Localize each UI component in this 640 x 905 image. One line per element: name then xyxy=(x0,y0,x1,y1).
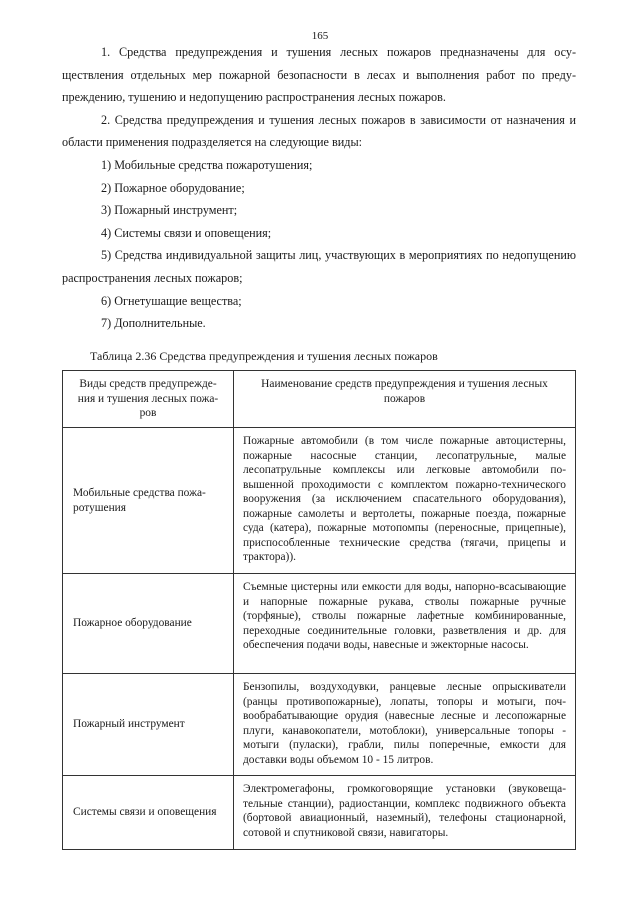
page-number: 165 xyxy=(311,30,329,42)
table-cell-kind xyxy=(63,776,234,850)
fire-means-table xyxy=(62,370,576,850)
table-row xyxy=(63,776,576,850)
paragraph: 1. Средства предупреждения и тушения лесных пожаров предназначены для осуществления отдельных мер пожарной безопасности в лесах и выполнения работ по предупреждению, тушению и недопущению распространения лесных пожаров. xyxy=(62,45,576,105)
table-cell-names xyxy=(234,574,576,674)
list-item: 6) Огнетушащие вещества; xyxy=(101,293,242,308)
table-header-row xyxy=(63,371,576,428)
table-cell-names xyxy=(234,776,576,850)
header-kind-text: Виды средств предупреждения и тушения лесных пожаров xyxy=(77,378,219,419)
kind-text: Мобильные средства пожаротушения xyxy=(73,487,206,514)
table-header-cell xyxy=(234,371,576,428)
table-cell-kind xyxy=(63,574,234,674)
table-cell-names xyxy=(234,428,576,574)
names-text: Бензопилы, воздуходувки, ранцевые лесные опрыскиватели (ранцы противопожарные), лопаты, топоры и мотыги, почвообрабатывающие орудия (навесные лесные и лесопожарные плуги, канавокопатели, мотоблоки), универсальные топоры - мотыги (пуласки), грабли, пилы поперечные, емкости для доставки воды объемом 10 - 15 литров. xyxy=(243,681,566,766)
table-row xyxy=(63,574,576,674)
table-caption: Таблица 2.36 Средства предупреждения и тушения лесных пожаров xyxy=(90,349,438,363)
table-row xyxy=(63,674,576,776)
kind-text: Пожарное оборудование xyxy=(73,617,192,630)
table-cell-names xyxy=(234,674,576,776)
names-text: Пожарные автомобили (в том числе пожарные автоцистерны, пожарные насосные станции, лесопатрульные, малые лесопатрульные комплексы или легковые автомобили повышенной проходимости с комплектом пожарно-технического вооружения (за исключением спасательного оборудования), пожарные самолеты и вертолеты, пожарные поезда, пожарные суда (катера), пожарные мотопомпы (переносные, прицепные), приспособленные технические средства (тягачи, прицепы и трактора)). xyxy=(243,435,566,563)
list-item: 2) Пожарное оборудование; xyxy=(101,180,245,195)
table-cell-kind xyxy=(63,428,234,574)
list-item: 3) Пожарный инструмент; xyxy=(101,203,238,218)
list-item: 1) Мобильные средства пожаротушения; xyxy=(101,157,313,172)
names-text: Электромегафоны, громкоговорящие установки (звуковещательные станции), радиостанции, комплекс подвижного объекта (бортовой авиационный, наземный), телефоны стационарной, сотовой и спутниковой связи, навигаторы. xyxy=(243,783,566,839)
kind-text: Пожарный инструмент xyxy=(73,718,185,731)
names-text: Съемные цистерны или емкости для воды, напорно-всасывающие и напорные пожарные рукава, стволы пожарные ручные (торфяные), стволы пожарные лафетные комбинированные, переходные соединительные головки, разветвления и др. для обеспечения подачи воды, навесные и эжекторные насосы. xyxy=(243,581,566,651)
kind-text: Системы связи и оповещения xyxy=(73,806,217,819)
table-header-cell xyxy=(63,371,234,428)
list-item: 4) Системы связи и оповещения; xyxy=(101,225,272,240)
paragraph: 2. Средства предупреждения и тушения лесных пожаров в зависимости от назначения и области применения подразделяется на следующие виды: xyxy=(62,112,576,150)
list-item: 7) Дополнительные. xyxy=(101,316,206,331)
header-names-text: Наименование средств предупреждения и тушения лесных пожаров xyxy=(261,378,548,405)
table-cell-kind xyxy=(63,674,234,776)
table-row xyxy=(63,428,576,574)
list-item: 5) Средства индивидуальной защиты лиц, участвующих в мероприятиях по недопущению распространения лесных пожаров; xyxy=(62,248,576,285)
body-text xyxy=(62,41,576,335)
